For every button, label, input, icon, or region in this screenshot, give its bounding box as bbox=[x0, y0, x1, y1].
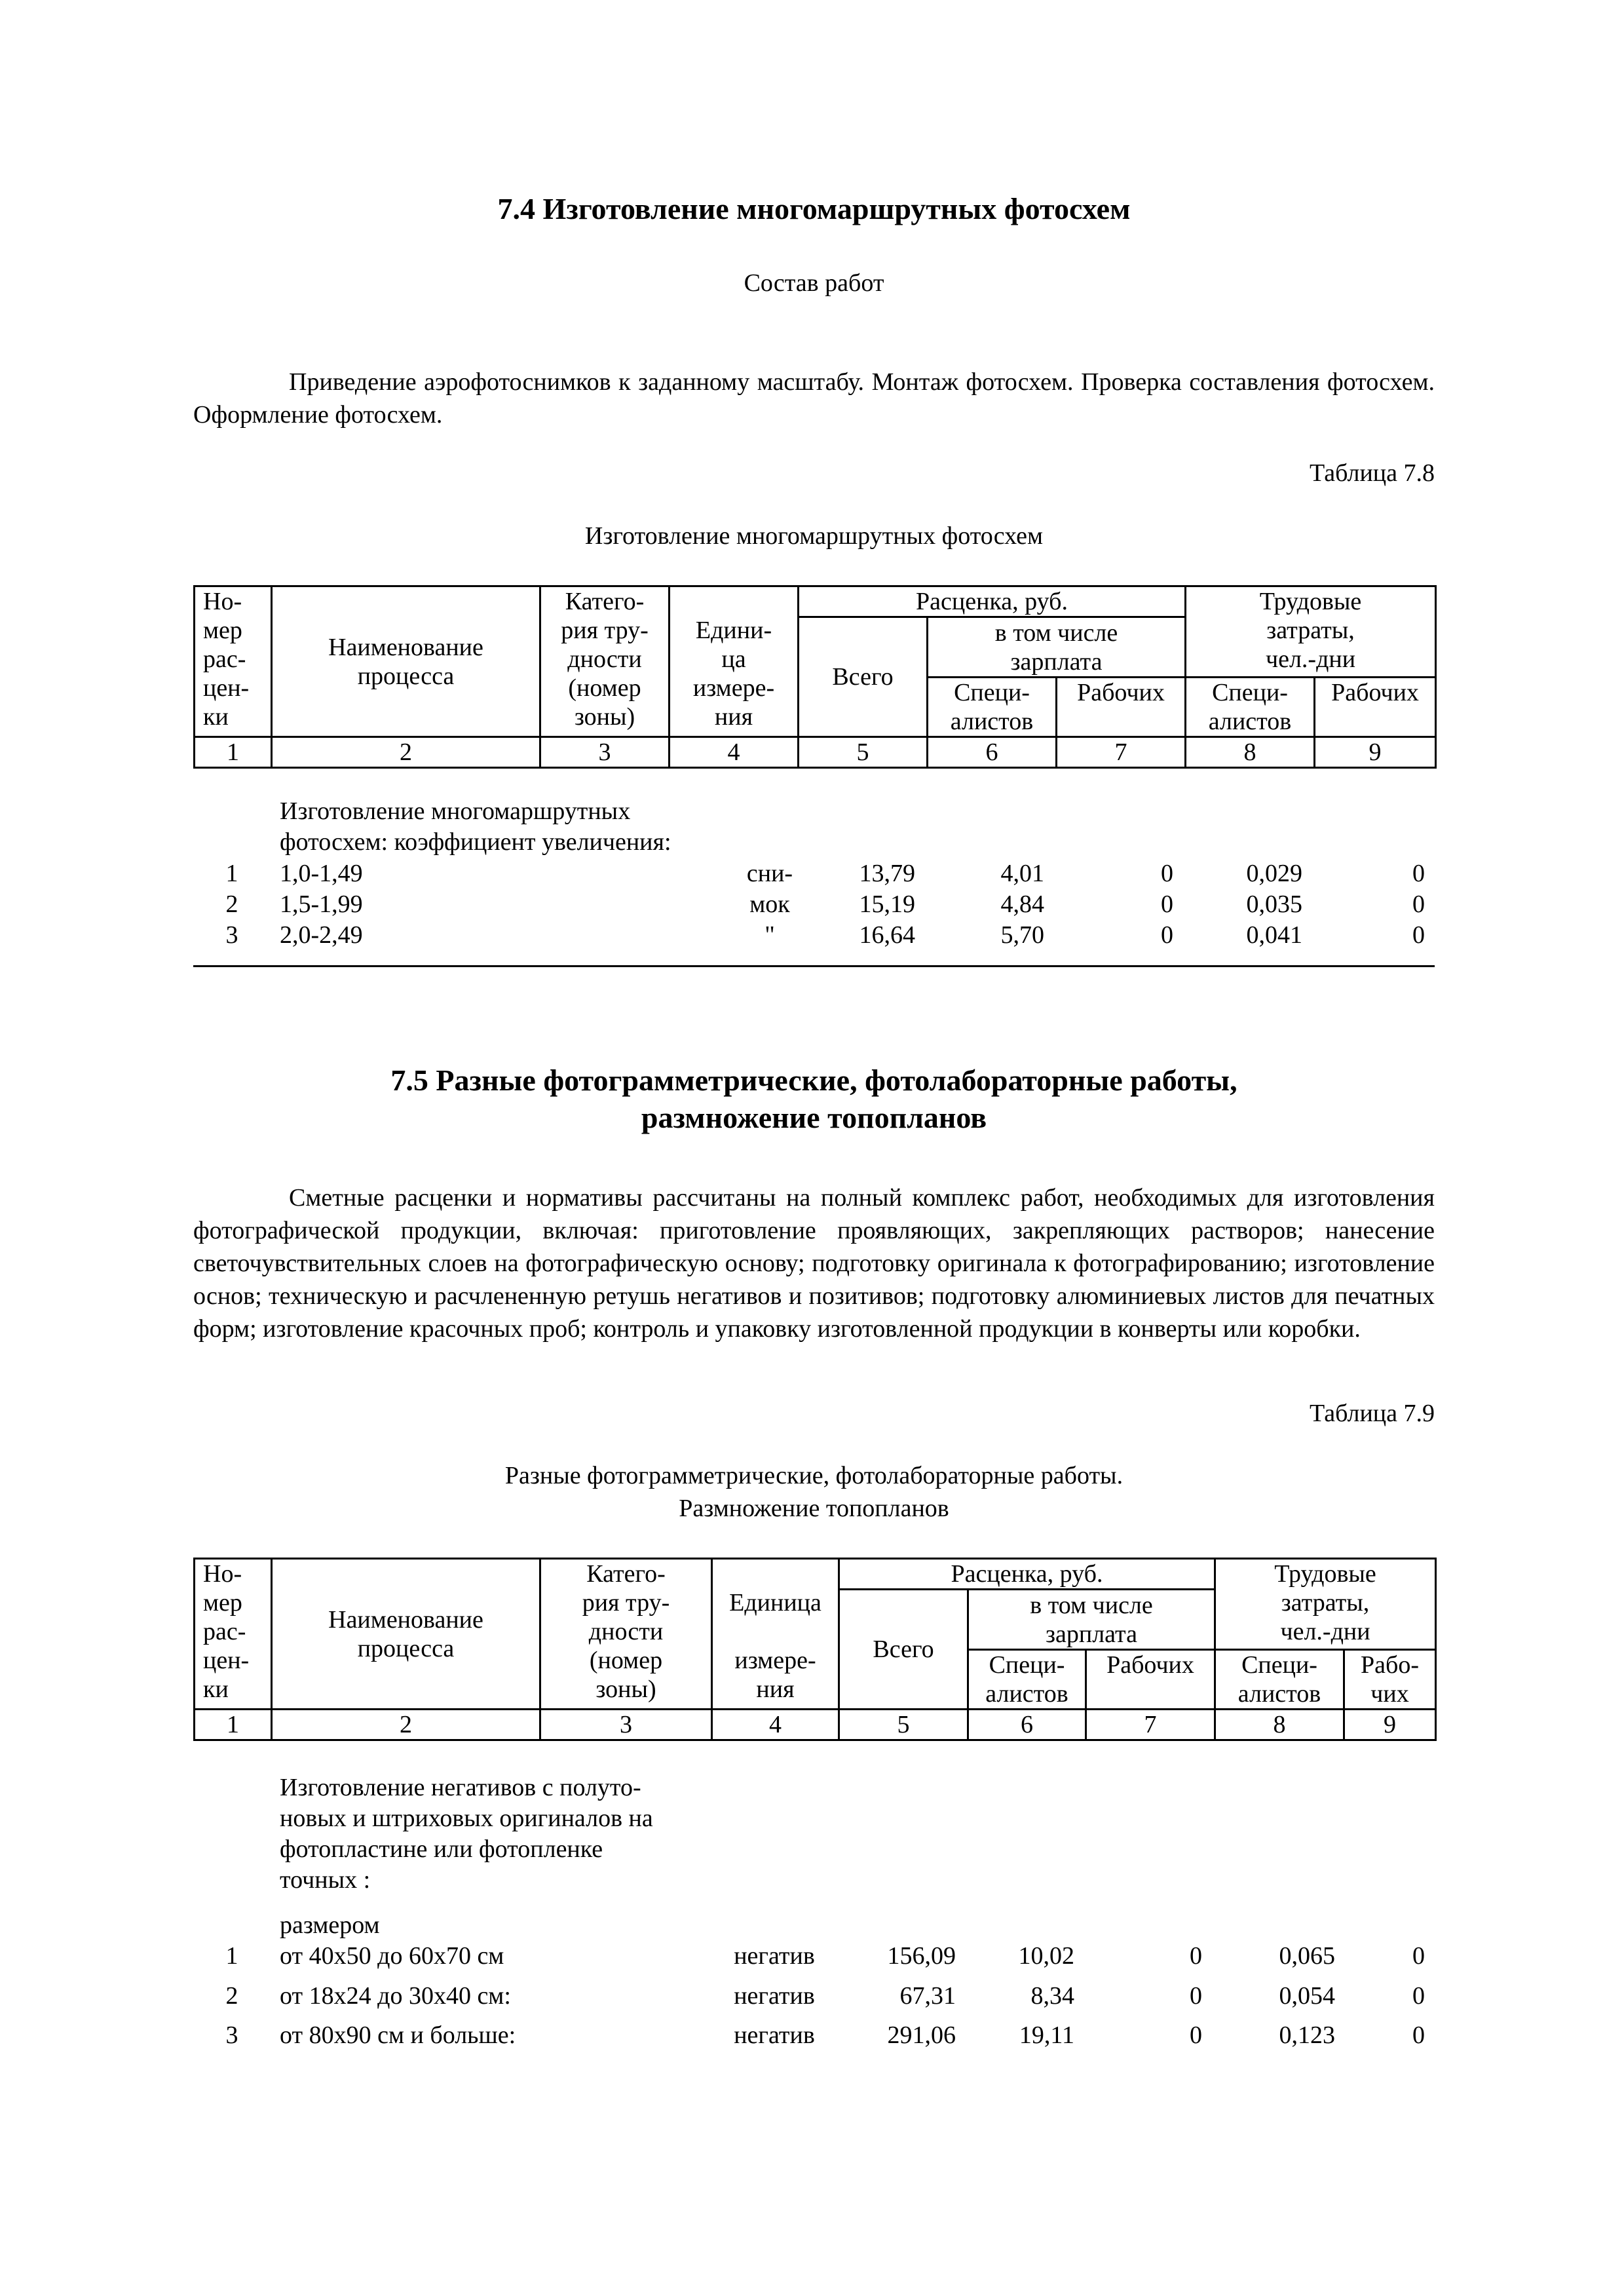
t78-hdr-incl-l1: в том числе bbox=[994, 619, 1118, 647]
table-7-9-caption-line2: Размножение топопланов bbox=[679, 1495, 949, 1522]
t78-hdr-col3 bbox=[540, 586, 670, 737]
table-7-8-header bbox=[193, 585, 1437, 769]
t79-r2-spec: 8,34 bbox=[1030, 1982, 1074, 2010]
t79-hdr-col3 bbox=[540, 1559, 712, 1710]
t78-hdr-col1-l1: Но- bbox=[203, 588, 242, 615]
t79-hdr-col2-text: Наименование процесса bbox=[328, 1605, 483, 1662]
t79-r3-work: 0 bbox=[1190, 2021, 1202, 2049]
t78-hdr-spec2-l2: алистов bbox=[1208, 708, 1292, 735]
t78-hdr-spec bbox=[928, 678, 1057, 737]
section-7-5-paragraph: Сметные расценки и нормативы рассчитаны на полный комплекс работ, необходимых для изготовления фотографической продукции, включая: приготовление проявляющих, закрепляющих растворов; нанесение светочувствительных слоев на фотографическую основу; подготовку оригинала к фотографированию; изготовление основ; техническую и расчлененную ретушь негативов и позитивов; подготовку алюминиевых листов для печатных форм; изготовление красочных проб; контроль и упаковку изготовленной продукции в конверты или коробки. bbox=[193, 1184, 1435, 1343]
t79-r2-lwork: 0 bbox=[1412, 1982, 1425, 2010]
t79-r1-total: 156,09 bbox=[887, 1942, 956, 1970]
t78-hdr-labor-l3: чел.-дни bbox=[1265, 645, 1356, 673]
t79-r1-unit: негатив bbox=[734, 1942, 815, 1970]
t79-group-title-l3: фотопластине или фотопленке bbox=[280, 1835, 603, 1863]
t79-r3-n: 3 bbox=[225, 2021, 238, 2049]
t78-colnum-7: 7 bbox=[1057, 737, 1186, 768]
t79-hdr-col2 bbox=[272, 1559, 540, 1710]
t79-hdr-work2-l1: Рабо- bbox=[1361, 1651, 1420, 1679]
t79-hdr-col1-l1: Но- bbox=[203, 1560, 242, 1588]
t79-colnum-8: 8 bbox=[1215, 1710, 1344, 1740]
t79-hdr-incl-l2: зарплата bbox=[1046, 1620, 1137, 1648]
t78-hdr-spec2-l1: Специ- bbox=[1212, 679, 1288, 706]
t79-hdr-col3-l4: (номер bbox=[589, 1647, 663, 1674]
t79-r1-spec: 10,02 bbox=[1018, 1942, 1074, 1970]
t79-hdr-col4-gap bbox=[713, 1617, 838, 1646]
t78-hdr-spec-l1: Специ- bbox=[954, 679, 1030, 706]
t78-hdr-col2 bbox=[272, 586, 540, 737]
t79-hdr-col1-l3: рас- bbox=[203, 1618, 246, 1645]
t79-hdr-spec-l1: Специ- bbox=[989, 1651, 1065, 1679]
t78-r2-total: 15,19 bbox=[859, 890, 915, 918]
t79-colnum-7: 7 bbox=[1086, 1710, 1215, 1740]
t78-bottom-rule bbox=[193, 965, 1435, 967]
t78-r2-name: 1,5-1,99 bbox=[280, 890, 363, 918]
t79-r3-name: от 80х90 см и больше: bbox=[280, 2021, 516, 2049]
t79-hdr-labor-l3: чел.-дни bbox=[1280, 1618, 1370, 1645]
t78-r1-lwork: 0 bbox=[1412, 860, 1425, 887]
t78-unit-l3: " bbox=[765, 921, 775, 949]
t79-hdr-spec2 bbox=[1215, 1650, 1344, 1710]
t78-unit-l2: мок bbox=[749, 890, 790, 918]
t78-hdr-work: Рабочих bbox=[1057, 678, 1186, 737]
t78-hdr-work2: Рабочих bbox=[1315, 678, 1436, 737]
t78-r3-total: 16,64 bbox=[859, 921, 915, 949]
t79-hdr-col4-l2: измере- bbox=[734, 1647, 816, 1674]
t78-r2-spec: 4,84 bbox=[1000, 890, 1044, 918]
t79-hdr-labor bbox=[1215, 1559, 1436, 1650]
t78-hdr-col4-l2: ца bbox=[721, 645, 746, 673]
t78-colnum-9: 9 bbox=[1315, 737, 1436, 768]
t79-r3-unit: негатив bbox=[734, 2021, 815, 2049]
t79-hdr-col3-l2: рия тру- bbox=[582, 1589, 670, 1617]
t79-r2-work: 0 bbox=[1190, 1982, 1202, 2010]
section-7-4-paragraph: Приведение аэрофотоснимков к заданному масштабу. Монтаж фотосхем. Проверка составления фотосхем. Оформление фотосхем. bbox=[193, 368, 1435, 429]
t79-r2-lspec: 0,054 bbox=[1279, 1982, 1335, 2010]
table-7-9-label: Таблица 7.9 bbox=[1309, 1400, 1435, 1427]
t78-r2-lwork: 0 bbox=[1412, 890, 1425, 918]
t79-r2-total: 67,31 bbox=[899, 1982, 956, 2010]
t78-r2-work: 0 bbox=[1161, 890, 1173, 918]
t78-r1-total: 13,79 bbox=[859, 860, 915, 887]
t78-hdr-col3-l3: дности bbox=[567, 645, 642, 673]
section-7-4-title: 7.4 Изготовление многомаршрутных фотосхем bbox=[497, 192, 1131, 225]
t78-hdr-col2-text: Наименование процесса bbox=[328, 633, 483, 690]
t78-hdr-total: Всего bbox=[799, 617, 928, 737]
section-7-5-title-line2: размножение топопланов bbox=[641, 1101, 987, 1134]
t78-hdr-incl-l2: зарплата bbox=[1010, 647, 1103, 676]
t79-hdr-work2 bbox=[1344, 1650, 1436, 1710]
t78-colnum-8: 8 bbox=[1186, 737, 1315, 768]
t78-hdr-col3-l2: рия тру- bbox=[561, 617, 649, 644]
t79-hdr-col1 bbox=[195, 1559, 272, 1710]
t79-group-title-l4: точных : bbox=[280, 1866, 371, 1894]
t78-hdr-spec-l2: алистов bbox=[950, 708, 1034, 735]
t78-r2-n: 2 bbox=[225, 890, 238, 918]
t79-hdr-col3-l5: зоны) bbox=[595, 1675, 656, 1703]
t79-hdr-col1-l2: мер bbox=[203, 1589, 242, 1617]
t78-hdr-labor bbox=[1186, 586, 1436, 678]
t78-hdr-col3-l4: (номер bbox=[568, 674, 641, 702]
t79-r2-unit: негатив bbox=[734, 1982, 815, 2010]
t78-hdr-col1-l4: цен- bbox=[203, 674, 250, 702]
t78-r1-lspec: 0,029 bbox=[1246, 860, 1302, 887]
t78-r1-name: 1,0-1,49 bbox=[280, 860, 363, 887]
t78-hdr-col4-l3: измере- bbox=[692, 674, 775, 702]
t79-colnum-2: 2 bbox=[272, 1710, 540, 1740]
t79-hdr-work2-l2: чих bbox=[1370, 1680, 1409, 1708]
t78-colnum-5: 5 bbox=[799, 737, 928, 768]
t79-hdr-col3-l1: Катего- bbox=[586, 1560, 666, 1588]
t79-hdr-col4 bbox=[712, 1559, 839, 1710]
table-7-9-header bbox=[193, 1558, 1437, 1741]
t79-hdr-col4-l1: Единица bbox=[729, 1589, 821, 1617]
t78-r3-spec: 5,70 bbox=[1000, 921, 1044, 949]
t78-colnum-2: 2 bbox=[272, 737, 540, 768]
t79-colnum-4: 4 bbox=[712, 1710, 839, 1740]
t79-hdr-total: Всего bbox=[839, 1590, 968, 1710]
t79-hdr-labor-l2: затраты, bbox=[1281, 1589, 1370, 1617]
t78-hdr-col4 bbox=[670, 586, 799, 737]
t79-r3-lwork: 0 bbox=[1412, 2021, 1425, 2049]
t79-colnum-3: 3 bbox=[540, 1710, 712, 1740]
t78-hdr-col3-l5: зоны) bbox=[574, 703, 635, 731]
t78-hdr-col4-l4: ния bbox=[714, 703, 753, 731]
section-7-4-subtitle: Состав работ bbox=[744, 269, 884, 297]
t78-col-numbers bbox=[195, 737, 1436, 768]
t79-hdr-spec2-l2: алистов bbox=[1237, 1680, 1321, 1708]
t79-colnum-6: 6 bbox=[968, 1710, 1086, 1740]
t79-hdr-col1-l4: цен- bbox=[203, 1647, 250, 1674]
t79-r2-n: 2 bbox=[225, 1982, 238, 2010]
t78-r3-name: 2,0-2,49 bbox=[280, 921, 363, 949]
t78-colnum-1: 1 bbox=[195, 737, 272, 768]
t79-hdr-spec bbox=[968, 1650, 1086, 1710]
t78-r2-lspec: 0,035 bbox=[1246, 890, 1302, 918]
t78-hdr-spec2 bbox=[1186, 678, 1315, 737]
t79-hdr-incl-l1: в том числе bbox=[1030, 1591, 1153, 1619]
t78-colnum-4: 4 bbox=[670, 737, 799, 768]
t79-hdr-col1-l5: ки bbox=[203, 1675, 229, 1703]
section-7-5-title-line1: 7.5 Разные фотограмметрические, фотолабораторные работы, bbox=[390, 1063, 1237, 1097]
t79-size-label: размером bbox=[280, 1911, 380, 1939]
t79-r3-lspec: 0,123 bbox=[1279, 2021, 1335, 2049]
t78-unit-l1: сни- bbox=[746, 860, 793, 887]
t79-r3-spec: 19,11 bbox=[1019, 2021, 1074, 2049]
t78-hdr-incl bbox=[928, 617, 1186, 678]
t79-r1-lwork: 0 bbox=[1412, 1942, 1425, 1970]
table-7-8-label: Таблица 7.8 bbox=[1309, 459, 1435, 487]
t78-r3-n: 3 bbox=[225, 921, 238, 949]
t78-r1-work: 0 bbox=[1161, 860, 1173, 887]
t79-r1-lspec: 0,065 bbox=[1279, 1942, 1335, 1970]
t79-hdr-labor-l1: Трудовые bbox=[1274, 1560, 1376, 1588]
t79-hdr-spec2-l1: Специ- bbox=[1241, 1651, 1317, 1679]
t79-group-title-l1: Изготовление негативов с полуто- bbox=[280, 1774, 641, 1801]
t79-hdr-col3-l3: дности bbox=[588, 1618, 664, 1645]
t78-hdr-price: Расценка, руб. bbox=[799, 586, 1186, 617]
t79-hdr-price: Расценка, руб. bbox=[839, 1559, 1215, 1590]
t78-hdr-col1-l3: рас- bbox=[203, 645, 246, 673]
t79-hdr-spec-l2: алистов bbox=[985, 1680, 1068, 1708]
t78-hdr-labor-l2: затраты, bbox=[1266, 617, 1355, 644]
t79-hdr-incl bbox=[968, 1590, 1215, 1650]
t78-r3-lwork: 0 bbox=[1412, 921, 1425, 949]
t78-r1-spec: 4,01 bbox=[1000, 860, 1044, 887]
t78-hdr-col1 bbox=[195, 586, 272, 737]
t78-colnum-6: 6 bbox=[928, 737, 1057, 768]
t79-col-numbers bbox=[195, 1710, 1436, 1740]
t79-colnum-5: 5 bbox=[839, 1710, 968, 1740]
t78-hdr-col1-l2: мер bbox=[203, 617, 242, 644]
t79-r1-work: 0 bbox=[1190, 1942, 1202, 1970]
t78-r3-lspec: 0,041 bbox=[1246, 921, 1302, 949]
t78-hdr-col4-l1: Едини- bbox=[695, 617, 772, 644]
t79-r2-name: от 18х24 до 30х40 см: bbox=[280, 1982, 511, 2010]
table-7-8-caption: Изготовление многомаршрутных фотосхем bbox=[584, 522, 1044, 550]
t79-group-title-l2: новых и штриховых оригиналов на bbox=[280, 1805, 653, 1832]
t79-hdr-col4-l3: ния bbox=[756, 1675, 795, 1703]
t78-colnum-3: 3 bbox=[540, 737, 670, 768]
t79-hdr-work: Рабочих bbox=[1086, 1650, 1215, 1710]
t78-hdr-col3-l1: Катего- bbox=[565, 588, 645, 615]
t79-r3-total: 291,06 bbox=[887, 2021, 956, 2049]
t78-r3-work: 0 bbox=[1161, 921, 1173, 949]
t78-group-title-l1: Изготовление многомаршрутных bbox=[280, 797, 631, 825]
table-7-9-caption-line1: Разные фотограмметрические, фотолабораторные работы. bbox=[504, 1462, 1124, 1489]
t79-colnum-9: 9 bbox=[1344, 1710, 1436, 1740]
t78-r1-n: 1 bbox=[225, 860, 238, 887]
t79-colnum-1: 1 bbox=[195, 1710, 272, 1740]
t79-r1-name: от 40х50 до 60х70 см bbox=[280, 1942, 504, 1970]
t78-group-title-l2: фотосхем: коэффициент увеличения: bbox=[280, 828, 671, 856]
t79-r1-n: 1 bbox=[225, 1942, 238, 1970]
t78-hdr-labor-l1: Трудовые bbox=[1259, 588, 1362, 615]
t78-hdr-col1-l5: ки bbox=[203, 703, 229, 731]
